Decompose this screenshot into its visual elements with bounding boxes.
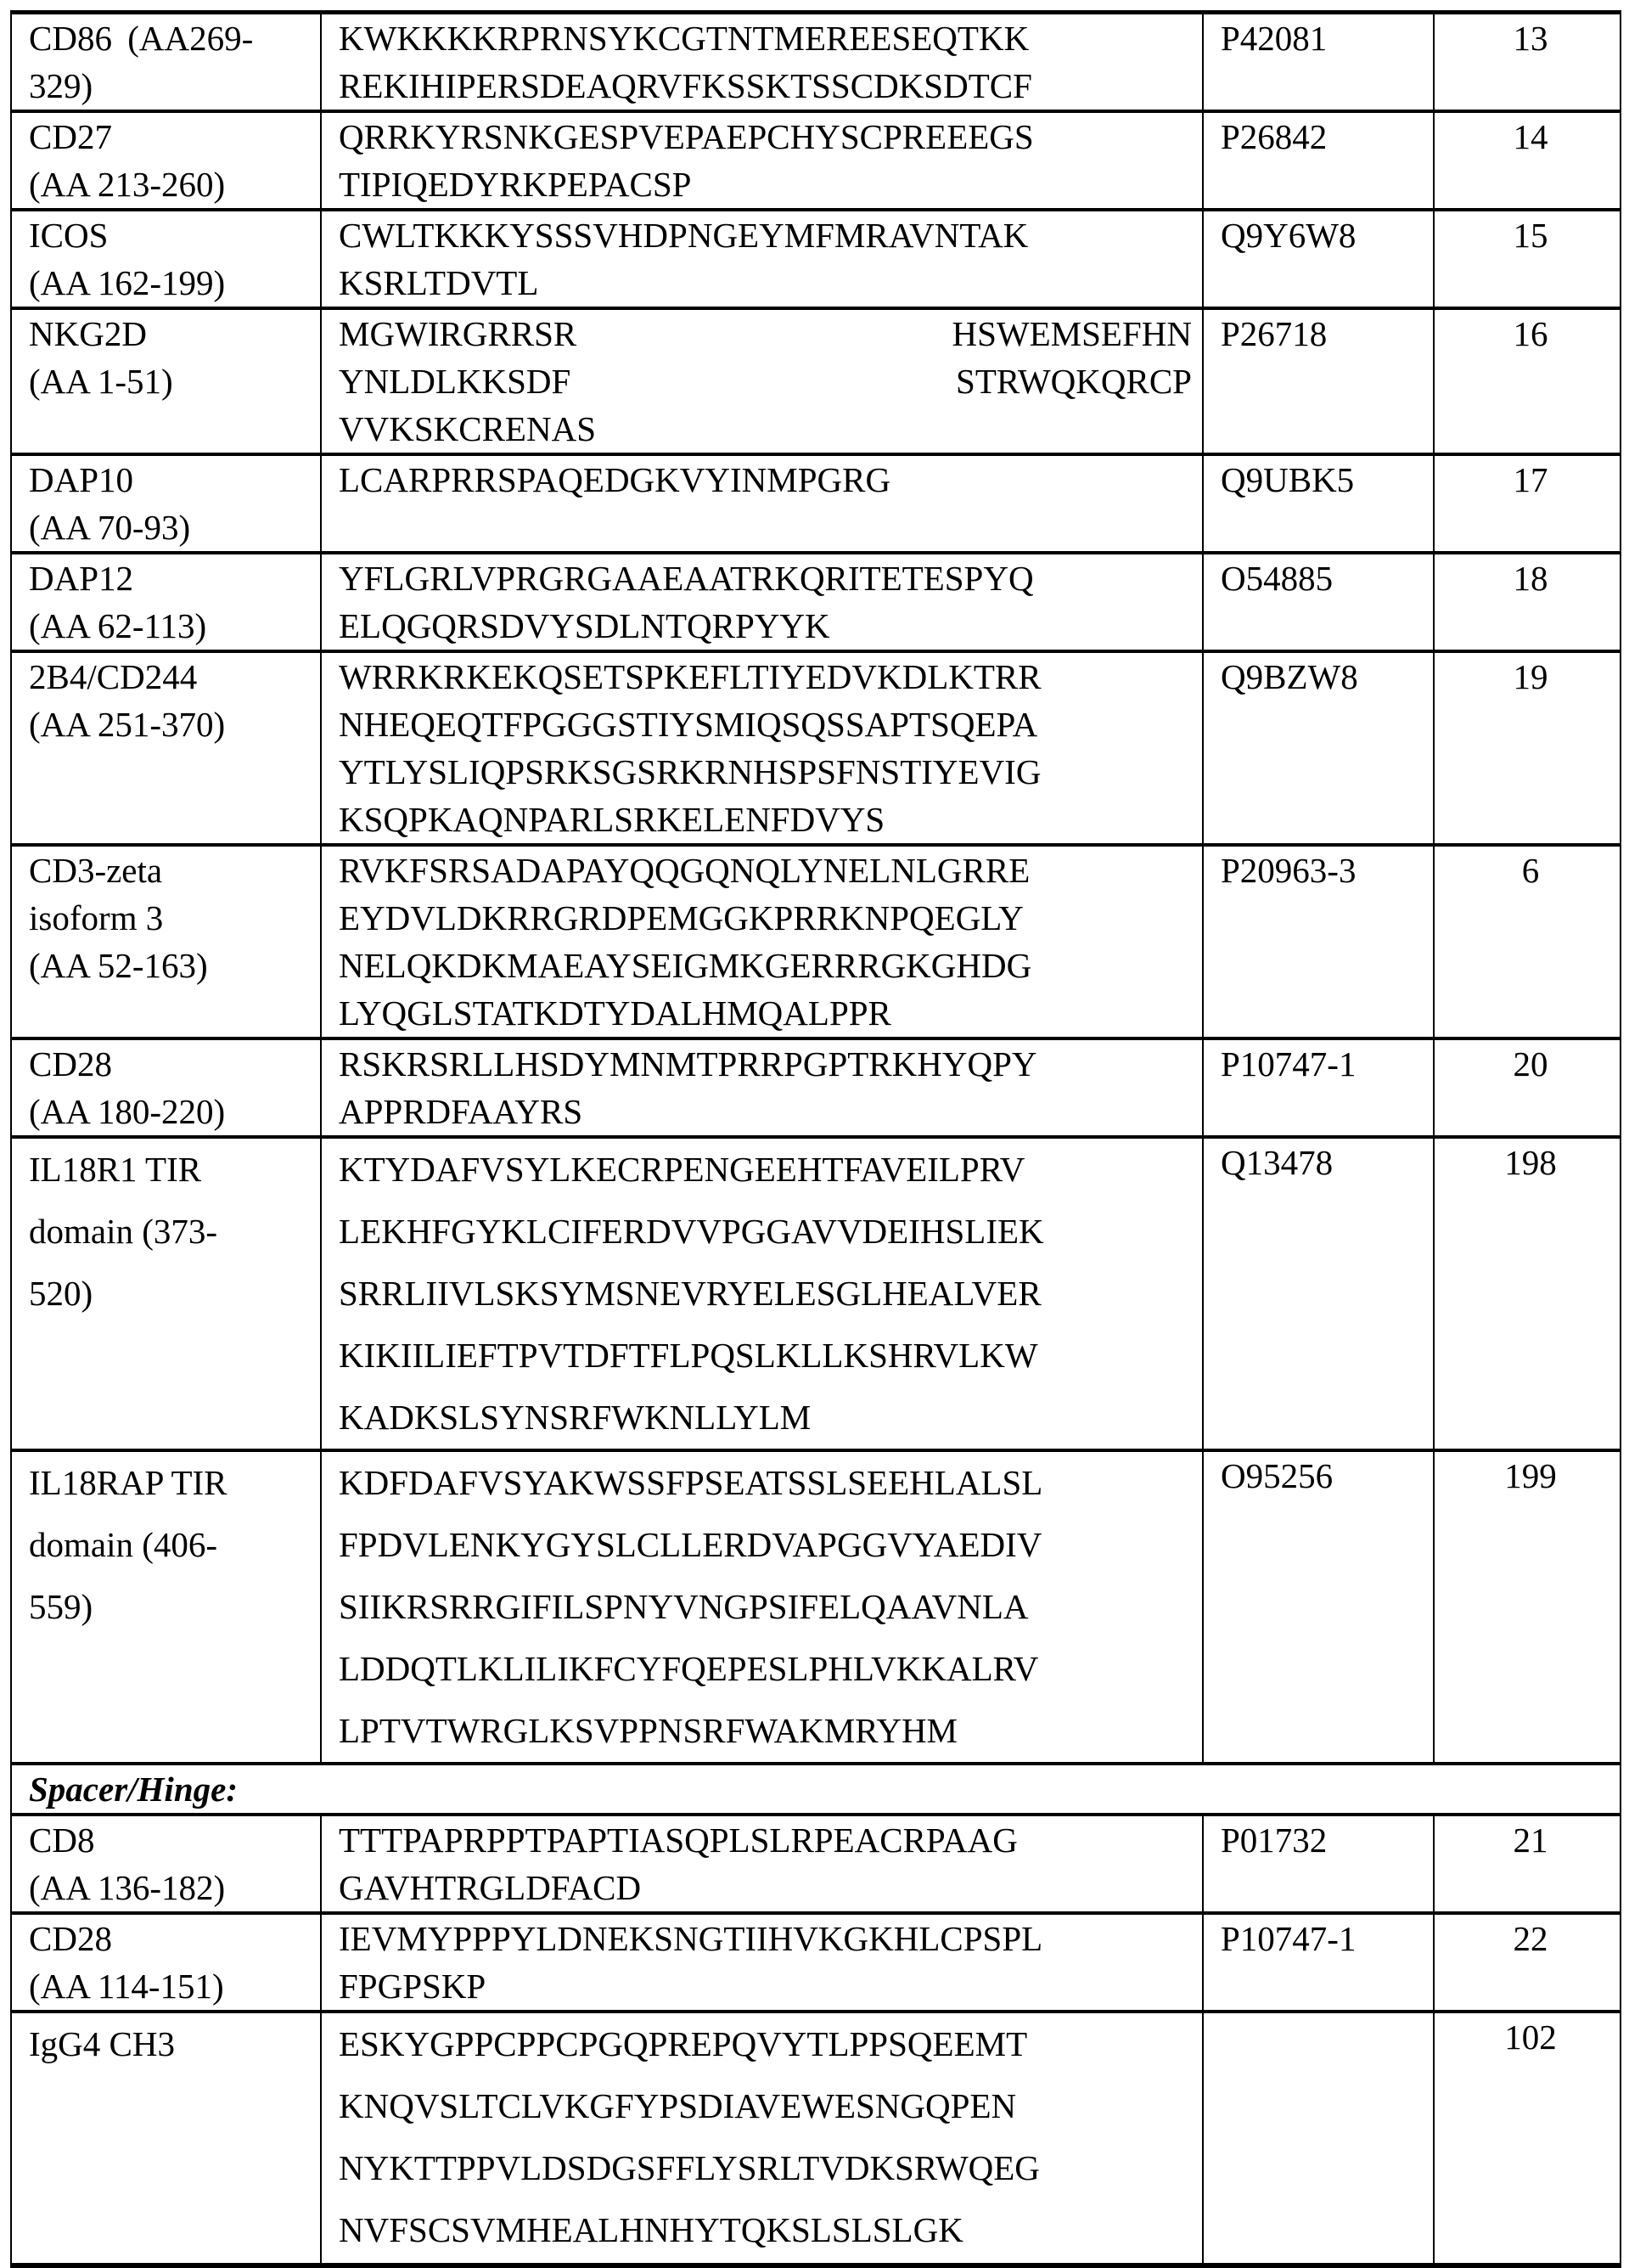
sequence-cell [321,210,1203,308]
sequence-line: GAVHTRGLDFACD [339,1868,642,1907]
accession-cell: P01732 [1203,1815,1434,1913]
domain-name-line: (AA 213-260) [29,165,226,204]
sequence-line: TTTPAPRPPTPAPTIASQPLSLRPEACRPAAG [339,1821,1018,1860]
domain-name-line: CD8 [29,1821,95,1860]
seq-id-cell: 19 [1434,651,1621,845]
domain-name-cell [11,845,321,1038]
accession-cell: Q13478 [1203,1137,1434,1450]
domain-name-line: CD28 [29,1919,112,1958]
domain-name-cell [11,13,321,112]
domain-name-line: (AA 114-151) [29,1967,224,2006]
sequence-cell [321,2012,1203,2265]
sequence-line: YTLYSLIQPSRKSGSRKRNHSPSFNSTIYEVIG [339,752,1042,791]
domain-name-cell [11,210,321,308]
table-row-icos [11,210,1621,308]
domain-name-line: (AA 70-93) [29,508,191,547]
domain-name-line: domain (406- [29,1525,218,1564]
sequence-line: VVKSKCRENAS [339,409,596,448]
table-row-cd28 [11,1038,1621,1137]
seq-id-cell: 13 [1434,13,1621,112]
sequence-cell [321,13,1203,112]
domain-name-line: DAP12 [29,559,134,598]
sequence-line: TIPIQEDYRKPEPACSP [339,165,692,204]
domain-name-cell [11,1450,321,1764]
table-row-cd28-hinge [11,1913,1621,2012]
sequence-line: RVKFSRSADAPAYQQGQNQLYNELNLGRRE [339,851,1031,890]
domain-name-cell [11,2012,321,2265]
domain-name-line: (AA 162-199) [29,263,226,302]
accession-cell: P42081 [1203,13,1434,112]
sequence-line: NHEQEQTFPGGGSTIYSMIQSQSSAPTSQEPA [339,705,1038,744]
sequence-line: NYKTTPPVLDSDGSFFLYSRLTVDKSRWQEG [339,2148,1040,2187]
table-row-cd27 [11,111,1621,210]
sequence-cell [321,553,1203,651]
domain-name-line: CD28 [29,1044,112,1083]
sequence-line: KWKKKKRPRNSYKCGTNTMEREESEQTKK [339,19,1030,58]
sequence-line: MGWIRGRRSR HSWEMSEFHN [339,314,1192,353]
domain-name-line: CD86 (AA269- [29,19,254,58]
seq-id-cell: 102 [1434,2012,1621,2265]
seq-id-cell: 21 [1434,1815,1621,1913]
sequence-line: KSQPKAQNPARLSRKELENFDVYS [339,800,885,839]
table-row-igg4-ch3 [11,2012,1621,2265]
sequence-line: SRRLIIVLSKSYMSNEVRYELESGLHEALVER [339,1274,1042,1313]
domain-name-cell [11,1038,321,1137]
table-row-il18rap [11,1450,1621,1764]
domain-name-line: 520) [29,1274,93,1313]
sequence-line: EYDVLDKRRGRDPEMGGKPRRKNPQEGLY [339,898,1024,937]
sequence-line: IEVMYPPPYLDNEKSNGTIIHVKGKHLCPSPL [339,1919,1043,1958]
seq-id-cell: 16 [1434,308,1621,454]
sequence-cell [321,454,1203,553]
domain-name-line: 329) [29,66,93,105]
seq-id-cell: 198 [1434,1137,1621,1450]
sequence-line: KDFDAFVSYAKWSSFPSEATSSLSEEHLALSL [339,1463,1043,1502]
domain-name-line: 2B4/CD244 [29,657,198,696]
sequence-line: LCARPRRSPAQEDGKVYINMPGRG [339,460,891,499]
domain-name-cell [11,111,321,210]
seq-id-cell: 18 [1434,553,1621,651]
accession-cell: P10747-1 [1203,1038,1434,1137]
sequence-line: ELQGQRSDVYSDLNTQRPYYK [339,606,830,645]
domain-name-line: IL18R1 TIR [29,1150,202,1189]
seq-id-cell: 6 [1434,845,1621,1038]
table-row-cd86 [11,13,1621,112]
sequence-line: REKIHIPERSDEAQRVFKSSKTSSCDKSDTCF [339,66,1032,105]
sequence-line: APPRDFAAYRS [339,1092,583,1131]
domain-name-line: DAP10 [29,460,134,499]
sequence-cell [321,1450,1203,1764]
sequence-cell [321,1137,1203,1450]
seq-id-cell: 20 [1434,1038,1621,1137]
table-row-il18r1 [11,1137,1621,1450]
sequence-line: SIIKRSRRGIFILSPNYVNGPSIFELQAAVNLA [339,1587,1029,1626]
table-row-cd3-zeta [11,845,1621,1038]
sequence-line: KIKIILIEFTPVTDFTFLPQSLKLLKSHRVLKW [339,1336,1038,1375]
table-row-nkg2d [11,308,1621,454]
seq-id-cell: 199 [1434,1450,1621,1764]
domain-name-cell [11,553,321,651]
accession-cell: O54885 [1203,553,1434,651]
sequence-cell [321,651,1203,845]
seq-id-cell: 15 [1434,210,1621,308]
sequence-line: NVFSCSVMHEALHNHYTQKSLSLSLGK [339,2210,963,2249]
accession-cell: Q9BZW8 [1203,651,1434,845]
accession-cell: P20963-3 [1203,845,1434,1038]
section-heading: Spacer/Hinge: [11,1764,1621,1815]
domain-name-line: ICOS [29,216,109,255]
domain-name-cell [11,1137,321,1450]
accession-cell: Q9UBK5 [1203,454,1434,553]
domain-name-line: CD3-zeta [29,851,163,890]
sequence-cell [321,308,1203,454]
sequence-line: LEKHFGYKLCIFERDVVPGGAVVDEIHSLIEK [339,1212,1044,1251]
sequence-line: KTYDAFVSYLKECRPENGEEHTFAVEILPRV [339,1150,1025,1189]
sequence-line: KNQVSLTCLVKGFYPSDIAVEWESNGQPEN [339,2086,1017,2125]
table-row-2b4-cd244 [11,651,1621,845]
sequence-line: CWLTKKKYSSSVHDPNGEYMFMRAVNTAK [339,216,1029,255]
sequence-line: QRRKYRSNKGESPVEPAEPCHYSCPREEEGS [339,117,1034,156]
sequence-line: WRRKRKEKQSETSPKEFLTIYEDVKDLKTRR [339,657,1042,696]
accession-cell: O95256 [1203,1450,1434,1764]
domain-name-line: (AA 1-51) [29,362,173,401]
seq-id-cell: 14 [1434,111,1621,210]
domain-name-line: domain (373- [29,1212,218,1251]
seq-id-cell: 17 [1434,454,1621,553]
table-row-cd8 [11,1815,1621,1913]
accession-cell: P26842 [1203,111,1434,210]
sequence-cell [321,1038,1203,1137]
sequence-line: LDDQTLKLILIKFCYFQEPESLPHLVKKALRV [339,1649,1039,1688]
sequence-line: YNLDLKKSDF STRWQKQRCP [339,362,1192,401]
domain-name-line: CD27 [29,117,112,156]
sequence-line: FPGPSKP [339,1967,486,2006]
sequence-cell [321,845,1203,1038]
table-row-dap12 [11,553,1621,651]
sequence-line: KADKSLSYNSRFWKNLLYLM [339,1398,812,1437]
section-row-spacer-hinge [11,1764,1621,1815]
sequence-line: LYQGLSTATKDTYDALHMQALPPR [339,993,891,1033]
domain-name-line: isoform 3 [29,898,164,937]
domain-name-line: (AA 62-113) [29,606,207,645]
domain-name-line: (AA 180-220) [29,1092,226,1131]
sequence-table [10,10,1621,2268]
domain-name-line: NKG2D [29,314,147,353]
domain-name-line: IgG4 CH3 [29,2024,175,2063]
accession-cell [1203,2012,1434,2265]
accession-cell: Q9Y6W8 [1203,210,1434,308]
domain-name-line: (AA 52-163) [29,946,208,985]
domain-name-cell [11,651,321,845]
sequence-cell [321,1815,1203,1913]
domain-name-line: (AA 251-370) [29,705,226,744]
sequence-line: FPDVLENKYGYSLCLLERDVAPGGVYAEDIV [339,1525,1042,1564]
sequence-cell [321,1913,1203,2012]
seq-id-cell: 22 [1434,1913,1621,2012]
domain-name-cell [11,308,321,454]
domain-name-line: IL18RAP TIR [29,1463,227,1502]
domain-name-cell [11,1815,321,1913]
sequence-line: LPTVTWRGLKSVPPNSRFWAKMRYHM [339,1711,958,1750]
sequence-line: NELQKDKMAEAYSEIGMKGERRRGKGHDG [339,946,1032,985]
sequence-cell [321,111,1203,210]
sequence-line: RSKRSRLLHSDYMNMTPRRPGPTRKHYQPY [339,1044,1037,1083]
accession-cell: P10747-1 [1203,1913,1434,2012]
sequence-line: YFLGRLVPRGRGAAEAATRKQRITETESPYQ [339,559,1034,598]
domain-name-cell [11,1913,321,2012]
domain-name-line: 559) [29,1587,93,1626]
sequence-line: ESKYGPPCPPCPGQPREPQVYTLPPSQEEMT [339,2024,1028,2063]
table-row-dap10 [11,454,1621,553]
domain-name-cell [11,454,321,553]
domain-name-line: (AA 136-182) [29,1868,226,1907]
accession-cell: P26718 [1203,308,1434,454]
sequence-line: KSRLTDVTL [339,263,539,302]
